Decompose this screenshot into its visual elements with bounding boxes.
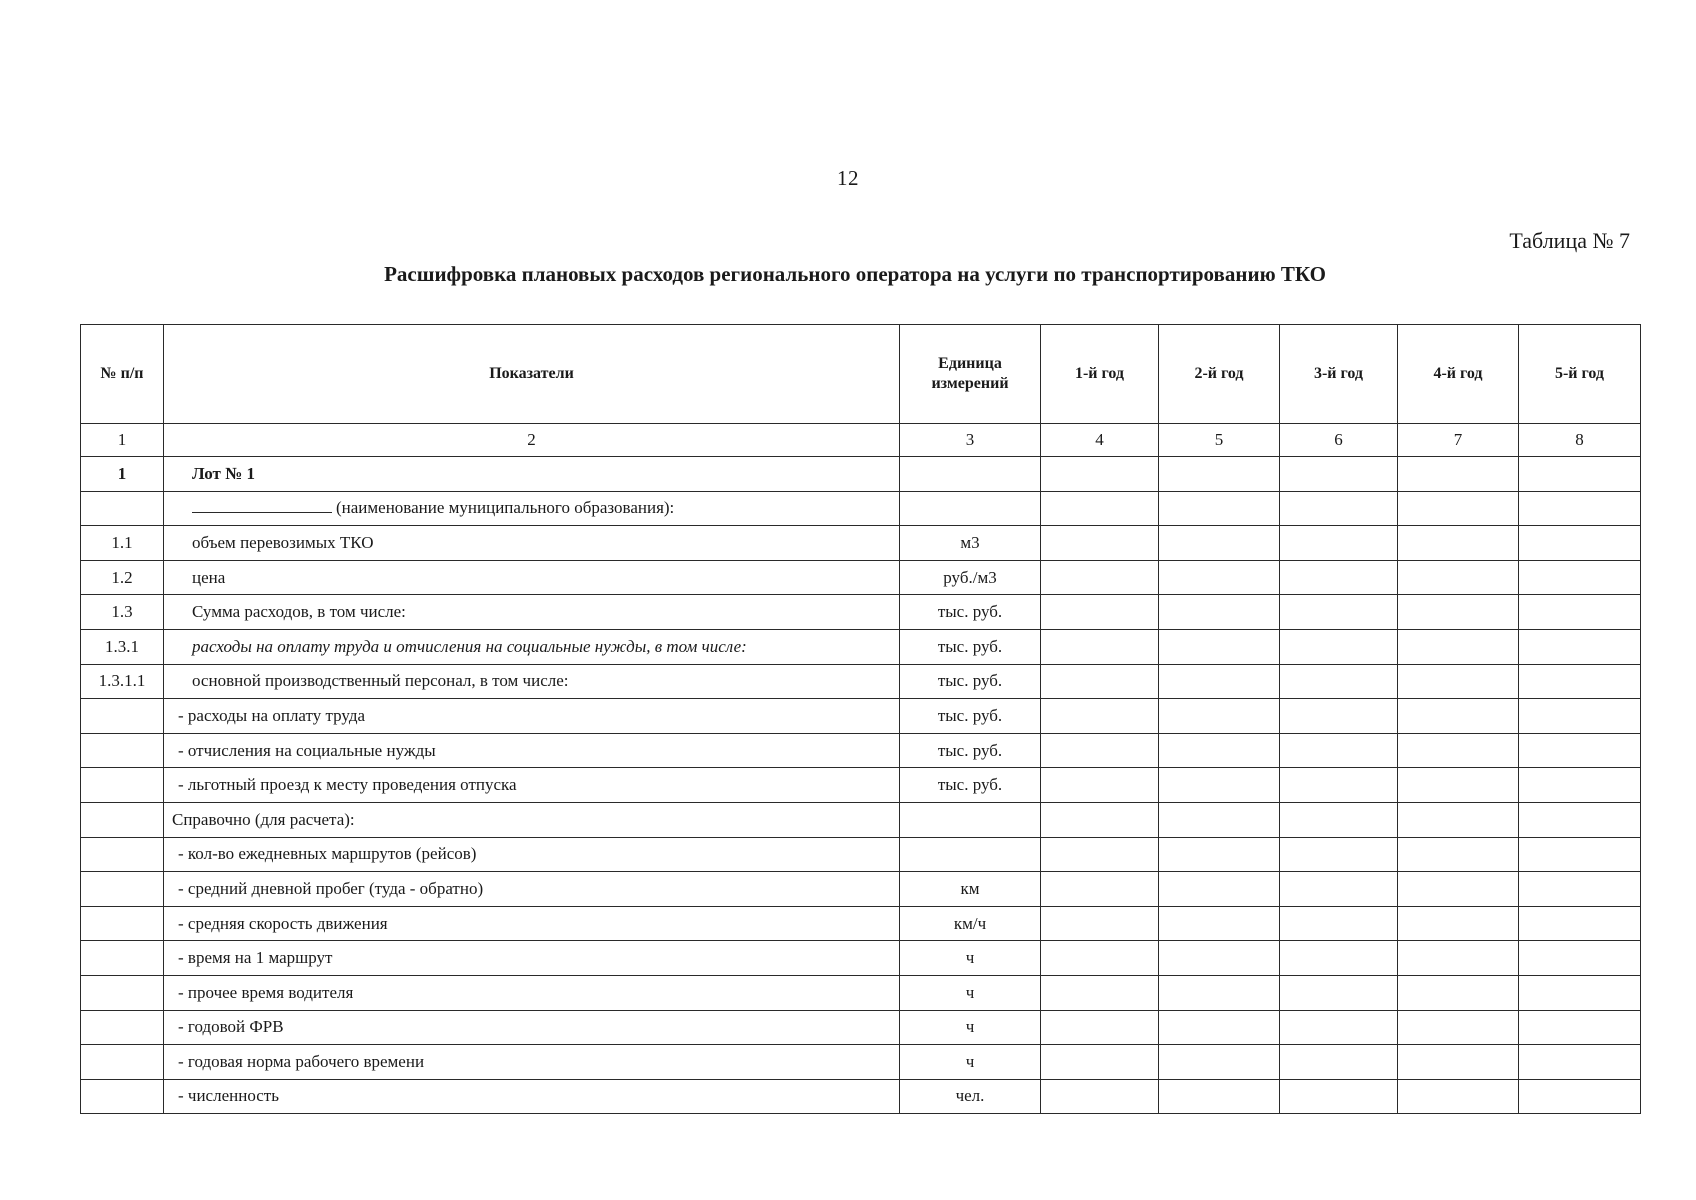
year-value-cell [1159, 872, 1280, 907]
year-value-cell [1519, 560, 1641, 595]
indicator-text: - льготный проезд к месту проведения отпуска [178, 775, 517, 795]
year-value-cell [1519, 629, 1641, 664]
indicator-text: Сумма расходов, в том числе: [192, 602, 406, 622]
year-value-cell [1041, 802, 1159, 837]
indicator-label: (наименование муниципального образования): [336, 498, 675, 518]
row-indicator [164, 733, 900, 768]
table-row [81, 975, 1641, 1010]
row-unit: руб./м3 [900, 560, 1041, 595]
year-value-cell [1398, 837, 1519, 872]
year-value-cell [1398, 491, 1519, 526]
year-value-cell [1519, 872, 1641, 907]
year-value-cell [1159, 560, 1280, 595]
row-indicator [164, 802, 900, 837]
year-value-cell [1280, 1079, 1398, 1114]
row-unit: тыс. руб. [900, 664, 1041, 699]
year-value-cell [1280, 664, 1398, 699]
indicator-text: - средняя скорость движения [178, 913, 388, 933]
indicator-text: - кол-во ежедневных маршрутов (рейсов) [178, 844, 477, 864]
year-value-cell [1159, 733, 1280, 768]
header-year-3: 3-й год [1280, 325, 1398, 424]
year-value-cell [1041, 1045, 1159, 1080]
indicator-text: - прочее время водителя [178, 982, 354, 1002]
table-row [81, 595, 1641, 630]
table-row [81, 1045, 1641, 1080]
year-value-cell [1041, 872, 1159, 907]
year-value-cell [1159, 699, 1280, 734]
year-value-cell [1519, 1010, 1641, 1045]
row-indicator [164, 526, 900, 561]
row-unit: м3 [900, 526, 1041, 561]
row-indicator [164, 906, 900, 941]
year-value-cell [1280, 802, 1398, 837]
year-value-cell [1280, 629, 1398, 664]
year-value-cell [1159, 526, 1280, 561]
header-row [81, 325, 1641, 424]
year-value-cell [1280, 1010, 1398, 1045]
year-value-cell [1041, 941, 1159, 976]
row-number [81, 1079, 164, 1114]
year-value-cell [1041, 491, 1159, 526]
year-value-cell [1398, 664, 1519, 699]
row-number [81, 699, 164, 734]
year-value-cell [1041, 975, 1159, 1010]
indicator-text: - отчисления на социальные нужды [178, 740, 436, 760]
row-indicator [164, 1045, 900, 1080]
table-label: Таблица № 7 [1509, 228, 1630, 253]
year-value-cell [1041, 457, 1159, 492]
year-value-cell [1398, 1010, 1519, 1045]
row-indicator [164, 664, 900, 699]
row-indicator [164, 941, 900, 976]
header-year-4: 4-й год [1398, 325, 1519, 424]
table-row [81, 941, 1641, 976]
row-indicator [164, 560, 900, 595]
row-indicator [164, 457, 900, 492]
column-number: 5 [1159, 424, 1280, 457]
year-value-cell [1519, 802, 1641, 837]
indicator-text: - годовой ФРВ [178, 1017, 284, 1037]
table-row [81, 906, 1641, 941]
year-value-cell [1398, 975, 1519, 1010]
year-value-cell [1398, 941, 1519, 976]
header-unit-line1: Единица [938, 355, 1002, 372]
column-number: 7 [1398, 424, 1519, 457]
year-value-cell [1398, 906, 1519, 941]
year-value-cell [1159, 837, 1280, 872]
year-value-cell [1159, 491, 1280, 526]
column-number: 4 [1041, 424, 1159, 457]
year-value-cell [1519, 595, 1641, 630]
year-value-cell [1159, 457, 1280, 492]
column-number-row [81, 424, 1641, 457]
header-num: № п/п [81, 325, 164, 424]
indicator-text: объем перевозимых ТКО [192, 532, 374, 552]
row-indicator [164, 629, 900, 664]
year-value-cell [1159, 768, 1280, 803]
row-number: 1.3.1 [81, 629, 164, 664]
row-number [81, 733, 164, 768]
row-indicator [164, 595, 900, 630]
table-row [81, 768, 1641, 803]
year-value-cell [1159, 1045, 1280, 1080]
row-number [81, 837, 164, 872]
row-number [81, 975, 164, 1010]
row-indicator [164, 491, 900, 526]
year-value-cell [1398, 699, 1519, 734]
table-row [81, 1010, 1641, 1045]
indicator-text: - годовая норма рабочего времени [178, 1051, 425, 1071]
row-unit: тыс. руб. [900, 629, 1041, 664]
year-value-cell [1398, 872, 1519, 907]
year-value-cell [1398, 733, 1519, 768]
year-value-cell [1280, 491, 1398, 526]
year-value-cell [1519, 1079, 1641, 1114]
row-number: 1.1 [81, 526, 164, 561]
year-value-cell [1280, 872, 1398, 907]
row-number [81, 1010, 164, 1045]
row-unit: ч [900, 941, 1041, 976]
row-unit: тыс. руб. [900, 699, 1041, 734]
year-value-cell [1280, 699, 1398, 734]
row-number: 1.2 [81, 560, 164, 595]
year-value-cell [1041, 595, 1159, 630]
row-unit [900, 837, 1041, 872]
row-unit: ч [900, 1010, 1041, 1045]
year-value-cell [1280, 837, 1398, 872]
indicator-text: - время на 1 маршрут [178, 948, 333, 968]
indicator-text: Лот № 1 [192, 463, 255, 483]
year-value-cell [1159, 664, 1280, 699]
year-value-cell [1041, 699, 1159, 734]
year-value-cell [1519, 733, 1641, 768]
row-unit: км/ч [900, 906, 1041, 941]
year-value-cell [1159, 941, 1280, 976]
year-value-cell [1519, 1045, 1641, 1080]
year-value-cell [1519, 491, 1641, 526]
fill-in-blank-line [192, 498, 332, 513]
year-value-cell [1159, 1010, 1280, 1045]
indicator-text: расходы на оплату труда и отчисления на социальные нужды, в том числе: [192, 636, 747, 656]
year-value-cell [1280, 595, 1398, 630]
row-number: 1.3 [81, 595, 164, 630]
year-value-cell [1519, 906, 1641, 941]
year-value-cell [1398, 526, 1519, 561]
year-value-cell [1280, 1045, 1398, 1080]
row-number: 1.3.1.1 [81, 664, 164, 699]
column-number: 1 [81, 424, 164, 457]
year-value-cell [1398, 768, 1519, 803]
year-value-cell [1519, 941, 1641, 976]
row-indicator [164, 699, 900, 734]
table-body [81, 424, 1641, 1114]
year-value-cell [1280, 733, 1398, 768]
row-number [81, 1045, 164, 1080]
year-value-cell [1159, 906, 1280, 941]
year-value-cell [1280, 975, 1398, 1010]
year-value-cell [1398, 1079, 1519, 1114]
year-value-cell [1398, 560, 1519, 595]
year-value-cell [1041, 837, 1159, 872]
year-value-cell [1159, 802, 1280, 837]
row-number [81, 802, 164, 837]
table-row [81, 629, 1641, 664]
year-value-cell [1041, 1079, 1159, 1114]
indicator-text: - средний дневной пробег (туда - обратно) [178, 878, 484, 898]
row-unit [900, 491, 1041, 526]
year-value-cell [1280, 768, 1398, 803]
row-number [81, 906, 164, 941]
header-unit-line2: измерений [931, 375, 1009, 392]
year-value-cell [1519, 457, 1641, 492]
year-value-cell [1398, 1045, 1519, 1080]
table-row [81, 1079, 1641, 1114]
year-value-cell [1041, 1010, 1159, 1045]
row-number: 1 [81, 457, 164, 492]
year-value-cell [1041, 629, 1159, 664]
row-unit: км [900, 872, 1041, 907]
row-unit: ч [900, 975, 1041, 1010]
header-year-5: 5-й год [1519, 325, 1641, 424]
year-value-cell [1041, 906, 1159, 941]
table-row [81, 872, 1641, 907]
table-row [81, 802, 1641, 837]
row-unit: ч [900, 1045, 1041, 1080]
row-indicator [164, 768, 900, 803]
column-number: 2 [164, 424, 900, 457]
column-number: 6 [1280, 424, 1398, 457]
table-row [81, 733, 1641, 768]
table-row [81, 664, 1641, 699]
year-value-cell [1280, 941, 1398, 976]
year-value-cell [1041, 560, 1159, 595]
expense-table [80, 324, 1641, 1114]
row-indicator [164, 872, 900, 907]
row-indicator [164, 1079, 900, 1114]
year-value-cell [1159, 595, 1280, 630]
column-number: 3 [900, 424, 1041, 457]
indicator-text: цена [192, 567, 226, 587]
year-value-cell [1519, 526, 1641, 561]
row-number [81, 491, 164, 526]
header-year-2: 2-й год [1159, 325, 1280, 424]
year-value-cell [1398, 629, 1519, 664]
year-value-cell [1398, 457, 1519, 492]
row-indicator [164, 837, 900, 872]
year-value-cell [1280, 457, 1398, 492]
row-unit [900, 802, 1041, 837]
year-value-cell [1041, 526, 1159, 561]
indicator-text: основной производственный персонал, в том числе: [192, 671, 569, 691]
table-row [81, 837, 1641, 872]
document-title: Расшифровка плановых расходов регионального оператора на услуги по транспортированию ТКО [384, 262, 1326, 286]
table-row [81, 699, 1641, 734]
year-value-cell [1041, 733, 1159, 768]
table-row [81, 457, 1641, 492]
header-unit [900, 325, 1041, 424]
year-value-cell [1280, 560, 1398, 595]
year-value-cell [1519, 664, 1641, 699]
year-value-cell [1398, 595, 1519, 630]
row-number [81, 941, 164, 976]
row-unit: тыс. руб. [900, 733, 1041, 768]
header-year-1: 1-й год [1041, 325, 1159, 424]
table-row [81, 560, 1641, 595]
year-value-cell [1519, 768, 1641, 803]
indicator-text: - расходы на оплату труда [178, 705, 366, 725]
row-indicator [164, 1010, 900, 1045]
page-number: 12 [837, 166, 859, 190]
indicator-text: Справочно (для расчета): [172, 809, 355, 829]
year-value-cell [1519, 699, 1641, 734]
indicator-text [164, 498, 899, 518]
row-unit: тыс. руб. [900, 768, 1041, 803]
year-value-cell [1159, 975, 1280, 1010]
year-value-cell [1280, 906, 1398, 941]
year-value-cell [1280, 526, 1398, 561]
table-row [81, 491, 1641, 526]
row-unit [900, 457, 1041, 492]
year-value-cell [1519, 975, 1641, 1010]
row-unit: чел. [900, 1079, 1041, 1114]
row-indicator [164, 975, 900, 1010]
row-number [81, 768, 164, 803]
year-value-cell [1519, 837, 1641, 872]
row-number [81, 872, 164, 907]
column-number: 8 [1519, 424, 1641, 457]
year-value-cell [1159, 629, 1280, 664]
year-value-cell [1041, 664, 1159, 699]
row-unit: тыс. руб. [900, 595, 1041, 630]
year-value-cell [1041, 768, 1159, 803]
year-value-cell [1159, 1079, 1280, 1114]
year-value-cell [1398, 802, 1519, 837]
indicator-text: - численность [178, 1086, 279, 1106]
header-indicator: Показатели [164, 325, 900, 424]
table-row [81, 526, 1641, 561]
